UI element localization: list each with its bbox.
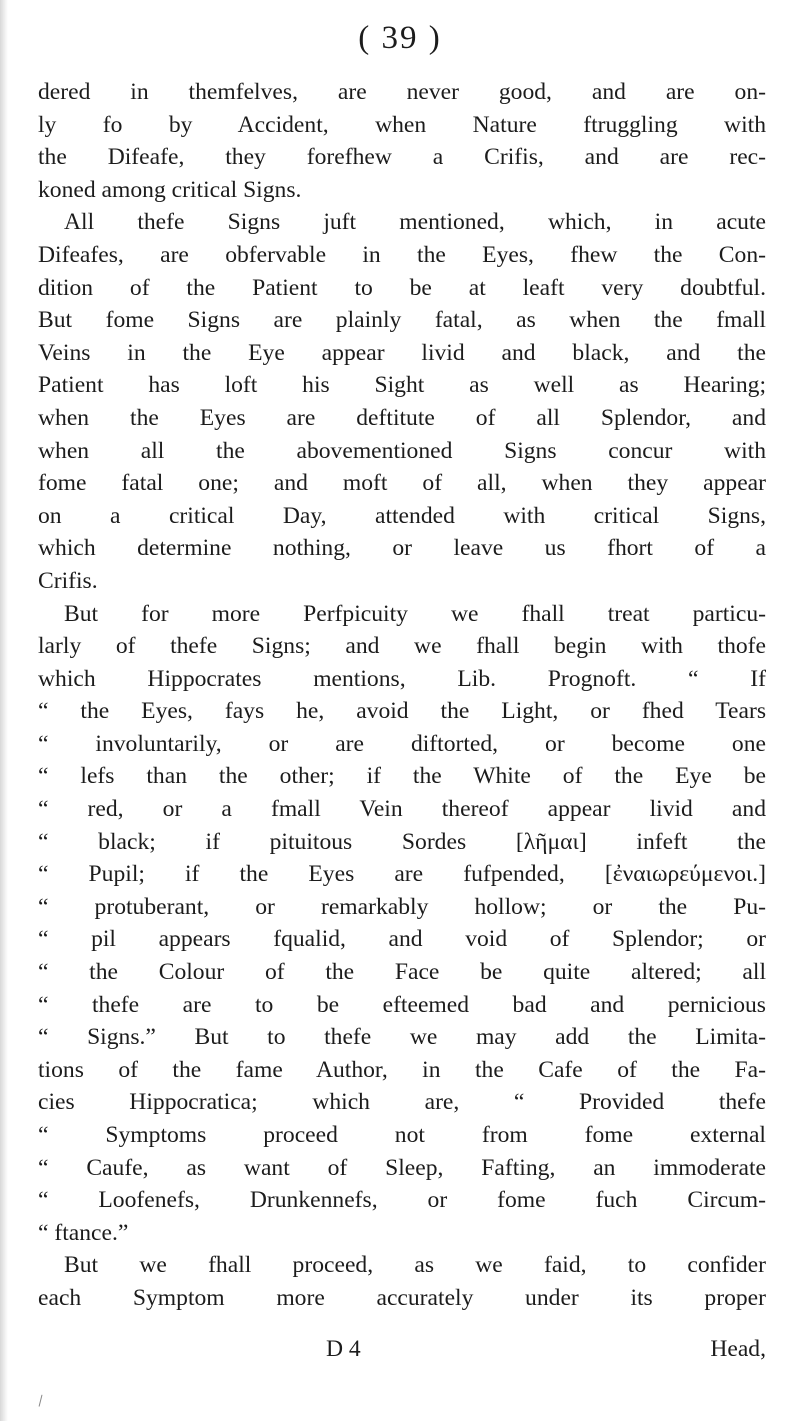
text-line: on a critical Day, attended with critical Signs, [38, 502, 766, 529]
text-line: “ the Colour of the Face be quite altered; all [38, 959, 766, 986]
paragraph-start-line: All thefe Signs juft mentioned, which, in acute [64, 209, 766, 236]
text-line: Difeafes, are obfervable in the Eyes, fhew the Con- [38, 241, 766, 268]
text-line: “ Pupil; if the Eyes are fufpended, [ἐναιωρεύμενοι.] [38, 861, 766, 888]
text-line: dition of the Patient to be at leaft very doubtful. [38, 274, 766, 301]
text-line: “ pil appears fqualid, and void of Splendor; or [38, 926, 766, 953]
text-line: “ lefs than the other; if the White of the Eye be [38, 763, 766, 790]
text-line: when all the abovementioned Signs concur with [38, 437, 766, 464]
page-number: ( 39 ) [358, 20, 442, 56]
text-line: which Hippocrates mentions, Lib. Prognoft. “ If [38, 665, 766, 692]
binding-shadow [0, 0, 8, 1421]
text-line: “ Loofenefs, Drunkennefs, or fome fuch Circum- [38, 1187, 766, 1214]
text-line: which determine nothing, or leave us fhort of a [38, 535, 766, 562]
text-line: “ the Eyes, fays he, avoid the Light, or fhed Tears [38, 698, 766, 725]
text-line: the Difeafe, they forefhew a Crifis, and are rec- [38, 144, 766, 171]
text-line: “ involuntarily, or are diftorted, or become one [38, 730, 766, 757]
page-footer [38, 1336, 766, 1369]
text-line: Patient has loft his Sight as well as Hearing; [38, 372, 766, 399]
text-line: But fome Signs are plainly fatal, as when the fmall [38, 307, 766, 334]
text-line: Crifis. [38, 567, 98, 594]
text-line: dered in themfelves, are never good, and are on- [38, 79, 766, 105]
text-line: larly of thefe Signs; and we fhall begin with thofe [38, 633, 766, 660]
text-line: “ protuberant, or remarkably hollow; or the Pu- [38, 893, 766, 920]
signature-mark: D 4 [326, 1336, 361, 1362]
text-line: “ Symptoms proceed not from fome external [38, 1122, 766, 1148]
text-line: Veins in the Eye appear livid and black, and the [38, 339, 766, 366]
paragraph-start-line: But we fhall proceed, as we faid, to confider [64, 1252, 766, 1279]
text-line: “ black; if pituitous Sordes [λῆμαι] infeft the [38, 828, 766, 855]
text-line: when the Eyes are deftitute of all Splendor, and [38, 404, 766, 431]
text-line: “ thefe are to be efteemed bad and pernicious [38, 991, 766, 1018]
body-text [38, 76, 766, 1315]
text-line: “ ftance.” [38, 1219, 129, 1246]
text-line: “ red, or a fmall Vein thereof appear livid and [38, 796, 766, 823]
text-line: tions of the fame Author, in the Cafe of the Fa- [38, 1056, 766, 1083]
text-line: “ Signs.” But to thefe we may add the Limita- [38, 1024, 766, 1051]
text-line: cies Hippocratica; which are, “ Provided thefe [38, 1089, 766, 1116]
text-line: ly fo by Accident, when Nature ftruggling with [38, 111, 766, 138]
catchword: Head, [710, 1336, 766, 1362]
stray-ink-mark [39, 1395, 46, 1408]
text-line: “ Caufe, as want of Sleep, Fafting, an immoderate [38, 1154, 766, 1181]
text-line: fome fatal one; and moft of all, when they appear [38, 470, 766, 497]
text-line: each Symptom more accurately under its proper [38, 1284, 766, 1311]
text-line: koned among critical Signs. [38, 176, 302, 203]
paragraph-start-line: But for more Perfpicuity we fhall treat particu- [64, 600, 766, 627]
